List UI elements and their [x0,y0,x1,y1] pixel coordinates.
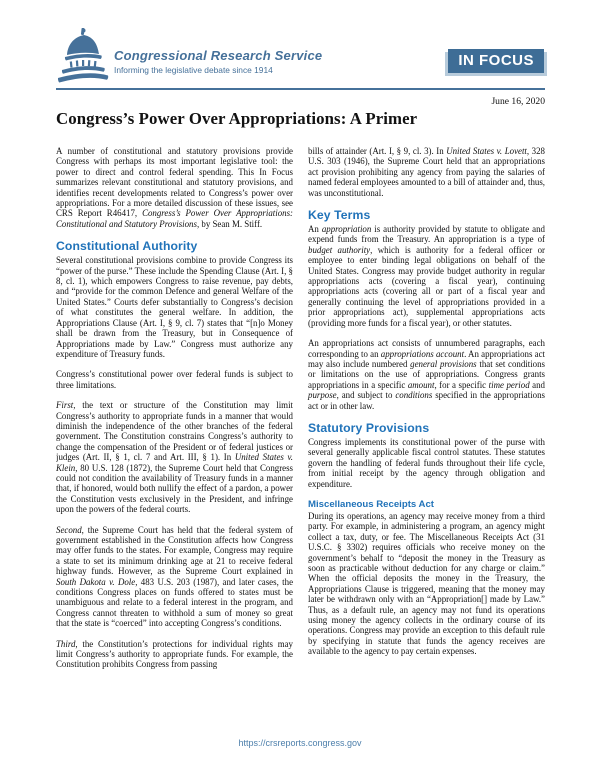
section-heading: Key Terms [308,208,371,223]
in-focus-badge: IN FOCUS [448,49,544,73]
crs-logo-text [114,48,322,75]
footer-url-link[interactable]: https://crsreports.congress.gov [238,738,362,748]
paragraph: Congress implements its constitutional power of the purse with several generally applicable fiscal control statutes. These statutes govern the handling of federal funds throughout their life cycle, from initial receipt by the agency through obligation and expenditure. [308,436,545,489]
section-heading: Statutory Provisions [308,420,430,435]
crs-capitol-dome-icon [56,28,110,88]
org-name: Congressional Research Service [114,48,323,63]
paragraph: An appropriation is authority provided by statute to obligate and expend funds from the Treasury. An appropriation is a type of budget authority, which is authority for a federal officer or employee to enter binding legal obligations on behalf of the United States. Congress may provide budget authority in regular appropriations acts (covering a fiscal year), continuing appropriations acts (covering all or part of a fiscal year and generally continuing the level of appropriations provided in a prior appropriations act), supplemental appropriations acts (providing more funds for a fiscal year), or other statutes. [308,224,546,328]
paragraph: Congress’s constitutional power over federal funds is subject to three limitations. [56,369,293,390]
document-title: Congress’s Power Over Appropriations: A Primer [56,109,418,128]
section-heading: Constitutional Authority [56,239,198,254]
publication-date: June 16, 2020 [491,96,545,107]
paragraph: A number of constitutional and statutory provisions provide Congress with perhaps its most important legislative tool: the power to direct and control federal spending. This In Focus summarizes relevant constitutional and statutory provisions, and identifies recent developments related to Congress’s power over appropriations. For a more detailed discussion of these issues, see CRS Report R46417, Congress’s Power Over Appropriations: Constitutional and Statutory Provisions, by Sean M. Stiff. [56,146,293,229]
paragraph: bills of attainder (Art. I, § 9, cl. 3). In United States v. Lovett, 328 U.S. 303 (1946), the Supreme Court held that an appropriations act provision prohibiting any agency from paying the salaries of named federal employees amounted to a bill of attainder and, thus, was unconstitutional. [308,146,545,198]
header-divider [56,88,545,90]
org-tagline: Informing the legislative debate since 1914 [114,65,273,75]
column-left [56,146,293,732]
paragraph: Third, the Constitution’s protections for individual rights may limit Congress’s authority to appropriate funds. For example, the Constitution prohibits Congress from passing [56,638,293,670]
paragraph: First, the text or structure of the Constitution may limit Congress’s authority to appropriate funds in a manner that would diminish the independence of the other branches of the federal government. The Constitution constrains Congress’s authority to change the compensation of the President or of federal justices or judges (Art. II, § 1, cl. 7 and Art. III, § 1). In United States v. Klein, 80 U.S. 128 (1872), the Supreme Court held that Congress could not condition the availability of Treasury funds in a manner that, if honored, would both nullify the effect of a pardon, a power the Constitution vests exclusively in the President, and infringe upon the powers of the federal courts. [56,400,293,515]
paragraph: During its operations, an agency may receive money from a third party. For example, in administering a program, an agency might collect a tax, duty, or fee. The Miscellaneous Receipts Act (31 U.S.C. § 3302) requires officials who receive money on the government’s behalf to “deposit the money in the Treasury as soon as practicable without deduction for any charge or claim.” When the official deposits the money in the Treasury, the Appropriations Clause is triggered, meaning that the money may later be withdrawn only with an “Appropriation[] made by Law.” Thus, as a default rule, an agency may not fund its operations using money the agency collects in the ordinary course of its operations. Congress may provide an exception to this default rule by specifying in statute that funds the agency receives are available to the agency to pay certain expenses. [308,510,545,657]
footer [0,738,600,748]
subsection-heading: Miscellaneous Receipts Act [308,498,435,510]
paragraph: Second, the Supreme Court has held that the federal system of government established in the Constitution affects how Congress may offer funds to the states. For example, Congress may require a state to set its minimum drinking age at 21 to receive federal highway funds. However, as the Supreme Court explained in South Dakota v. Dole, 483 U.S. 203 (1987), and later cases, the conditions Congress places on funds offered to states must be unambiguous and relate to a federal interest in the program, and Congress cannot threaten to withhold a sum of money so great that the state is “coerced” into accepting Congress’s conditions. [56,524,294,629]
paragraph: An appropriations act consists of unnumbered paragraphs, each corresponding to an appropriations account. An appropriations act may also include numbered general provisions that set conditions or limitations on the use of appropriations. Congress grants appropriations in a specific amount, for a specific time period and purpose, and subject to conditions specified in the appropriations act or in other law. [308,338,545,411]
paragraph: Several constitutional provisions combine to provide Congress its “power of the purse.” These include the Spending Clause (Art. I, § 8, cl. 1), which empowers Congress to raise revenue, pay debts, and “provide for the common Defence and general Welfare of the United States.” Courts defer substantially to Congress’s decision of what constitutes the general welfare. In addition, the Appropriations Clause (Art. I, § 9, cl. 7) states that “[n]o Money shall be drawn from the Treasury, but in Consequence of Appropriations made by Law.” Congress must authorize any expenditure of Treasury funds. [56,255,293,359]
column-right [308,146,545,732]
document-body [56,146,546,732]
